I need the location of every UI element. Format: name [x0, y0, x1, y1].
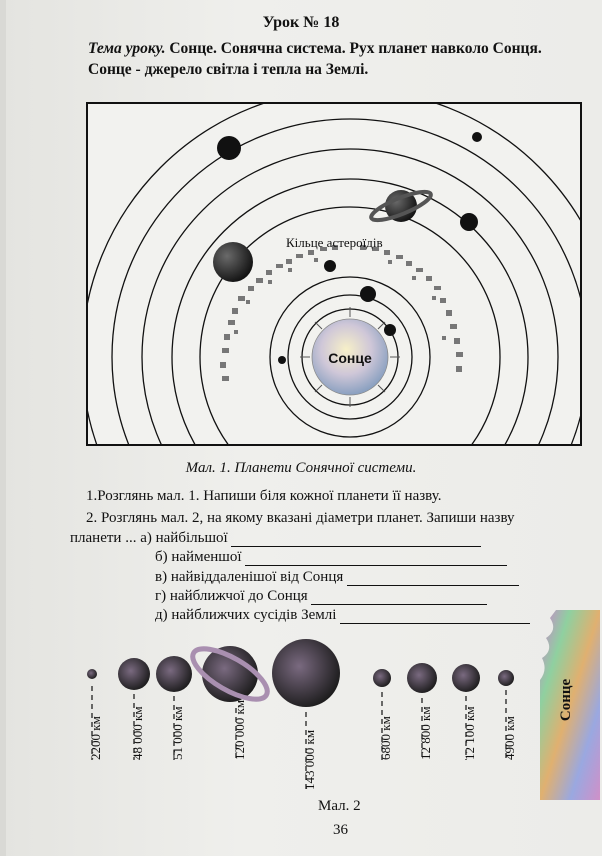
- task2-text: 2. Розглянь мал. 2, на якому вказані діаметри планет. Запиши назву: [86, 510, 515, 526]
- sun-label: Сонце: [328, 350, 372, 366]
- item-text: а) найбільшої: [140, 530, 228, 546]
- diameter-label: 6800 км: [378, 716, 393, 760]
- task1-text: 1.Розглянь мал. 1. Напиши біля кожної планети її назву.: [86, 488, 442, 504]
- uranus-icon: [460, 213, 478, 231]
- item-text: г) найближчої до Сонця: [155, 588, 308, 604]
- task2-item-a: [70, 530, 481, 547]
- diameter-label: 120 000 км: [232, 699, 247, 760]
- task2-item-d: [155, 588, 487, 605]
- planet-mercury-icon: [87, 669, 97, 679]
- diameter-label: 51 000 км: [170, 706, 185, 760]
- planet-neptune-icon: [118, 658, 150, 690]
- diameter-labels: [88, 700, 517, 790]
- diameter-label: 4900 км: [502, 716, 517, 760]
- page-edge: [0, 0, 6, 856]
- orbits: [88, 104, 580, 444]
- sun: [300, 307, 400, 407]
- task2-item-c: [155, 569, 519, 586]
- pluto-icon: [472, 132, 482, 142]
- earth-icon: [324, 260, 336, 272]
- asteroid-belt-label: Кільце астероїдів: [286, 235, 383, 250]
- jupiter-icon: [213, 242, 253, 282]
- item-text: д) найближчих сусідів Землі: [155, 607, 337, 623]
- planet-diameters-diagram: [70, 610, 600, 800]
- topic-text: Сонце. Сонячна система. Рух планет навколо Сонця. Сонце - джерело світла і тепла на Землі.: [88, 40, 542, 78]
- diameter-label: 48 000 км: [130, 706, 145, 760]
- planet-jupiter-icon: [272, 639, 340, 707]
- topic-label: Тема уроку.: [88, 40, 166, 57]
- mercury-icon: [278, 356, 286, 364]
- planet-mars-icon: [373, 669, 391, 687]
- diameter-label: 12 100 км: [462, 706, 477, 760]
- planet-earth-icon: [407, 663, 437, 693]
- planet-uranus-icon: [156, 656, 192, 692]
- planet-venus-icon: [452, 664, 480, 692]
- solar-system-diagram: [88, 104, 580, 444]
- planet-pluto-icon: [498, 670, 514, 686]
- task2-item-b: [155, 549, 507, 566]
- item-text: в) найвіддаленішої від Сонця: [155, 569, 344, 585]
- diameter-label: 12 800 км: [418, 706, 433, 760]
- lesson-topic: [88, 38, 558, 80]
- venus-icon: [384, 324, 396, 336]
- mars-icon: [360, 286, 376, 302]
- item-text: б) найменшої: [155, 549, 242, 565]
- diameter-label: 143 000 км: [302, 729, 317, 790]
- diameter-label: 2200 км: [88, 716, 103, 760]
- lesson-title: Урок № 18: [262, 14, 340, 31]
- sun-strip-label: Сонце: [558, 678, 574, 722]
- page-number: 36: [333, 822, 348, 838]
- figure2-caption: Мал. 2: [318, 798, 361, 814]
- answer-line-b[interactable]: [245, 551, 507, 566]
- solar-system-figure: [86, 102, 582, 446]
- answer-line-c[interactable]: [347, 571, 519, 586]
- answer-line-a[interactable]: [231, 532, 481, 547]
- neptune-icon: [217, 136, 241, 160]
- figure1-caption: Мал. 1. Планети Сонячної системи.: [185, 460, 417, 476]
- answer-line-d[interactable]: [311, 590, 487, 605]
- task2-prefix: планети ...: [70, 530, 137, 546]
- planet-diameters-figure: [70, 610, 600, 800]
